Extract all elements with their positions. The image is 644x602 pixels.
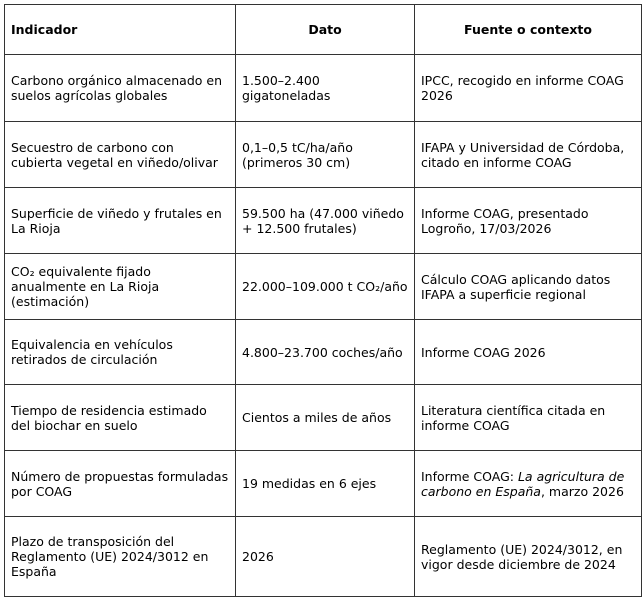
fuente-suffix: , marzo 2026 bbox=[540, 483, 624, 499]
cell-dato: Cientos a miles de años bbox=[236, 385, 415, 451]
header-fuente: Fuente o contexto bbox=[415, 5, 642, 55]
fuente-prefix: Informe COAG: bbox=[421, 468, 518, 484]
header-indicador: Indicador bbox=[5, 5, 236, 55]
cell-indicador: Tiempo de residencia estimado del biochar en suelo bbox=[5, 385, 236, 451]
cell-indicador: Plazo de transposición del Reglamento (UE) 2024/3012 en España bbox=[5, 517, 236, 597]
report-title: La agricultura de carbono en España bbox=[421, 468, 625, 499]
table-row bbox=[5, 254, 642, 320]
cell-fuente: Informe COAG, presentado Logroño, 17/03/2026 bbox=[415, 188, 642, 254]
cell-fuente: Reglamento (UE) 2024/3012, en vigor desde diciembre de 2024 bbox=[415, 517, 642, 597]
cell-dato: 59.500 ha (47.000 viñedo + 12.500 frutales) bbox=[236, 188, 415, 254]
cell-indicador: CO₂ equivalente fijado anualmente en La Rioja (estimación) bbox=[5, 254, 236, 320]
cell-fuente bbox=[415, 451, 642, 517]
table-row bbox=[5, 320, 642, 385]
cell-fuente: Informe COAG 2026 bbox=[415, 320, 642, 385]
cell-dato: 4.800–23.700 coches/año bbox=[236, 320, 415, 385]
table-row bbox=[5, 385, 642, 451]
table-row bbox=[5, 517, 642, 597]
table-row bbox=[5, 122, 642, 188]
cell-fuente: Literatura científica citada en informe COAG bbox=[415, 385, 642, 451]
cell-dato: 0,1–0,5 tC/ha/año (primeros 30 cm) bbox=[236, 122, 415, 188]
table-row bbox=[5, 451, 642, 517]
cell-indicador: Equivalencia en vehículos retirados de circulación bbox=[5, 320, 236, 385]
table-header-row bbox=[5, 5, 642, 55]
indicators-table bbox=[4, 4, 642, 597]
table-row bbox=[5, 55, 642, 122]
cell-indicador: Número de propuestas formuladas por COAG bbox=[5, 451, 236, 517]
cell-dato: 19 medidas en 6 ejes bbox=[236, 451, 415, 517]
table-row bbox=[5, 188, 642, 254]
cell-indicador: Secuestro de carbono con cubierta vegetal en viñedo/olivar bbox=[5, 122, 236, 188]
cell-fuente: Cálculo COAG aplicando datos IFAPA a superficie regional bbox=[415, 254, 642, 320]
cell-dato: 22.000–109.000 t CO₂/año bbox=[236, 254, 415, 320]
cell-indicador: Carbono orgánico almacenado en suelos agrícolas globales bbox=[5, 55, 236, 122]
cell-indicador: Superficie de viñedo y frutales en La Rioja bbox=[5, 188, 236, 254]
cell-fuente: IPCC, recogido en informe COAG 2026 bbox=[415, 55, 642, 122]
header-dato: Dato bbox=[236, 5, 415, 55]
cell-dato: 2026 bbox=[236, 517, 415, 597]
cell-fuente: IFAPA y Universidad de Córdoba, citado en informe COAG bbox=[415, 122, 642, 188]
cell-dato: 1.500–2.400 gigatoneladas bbox=[236, 55, 415, 122]
